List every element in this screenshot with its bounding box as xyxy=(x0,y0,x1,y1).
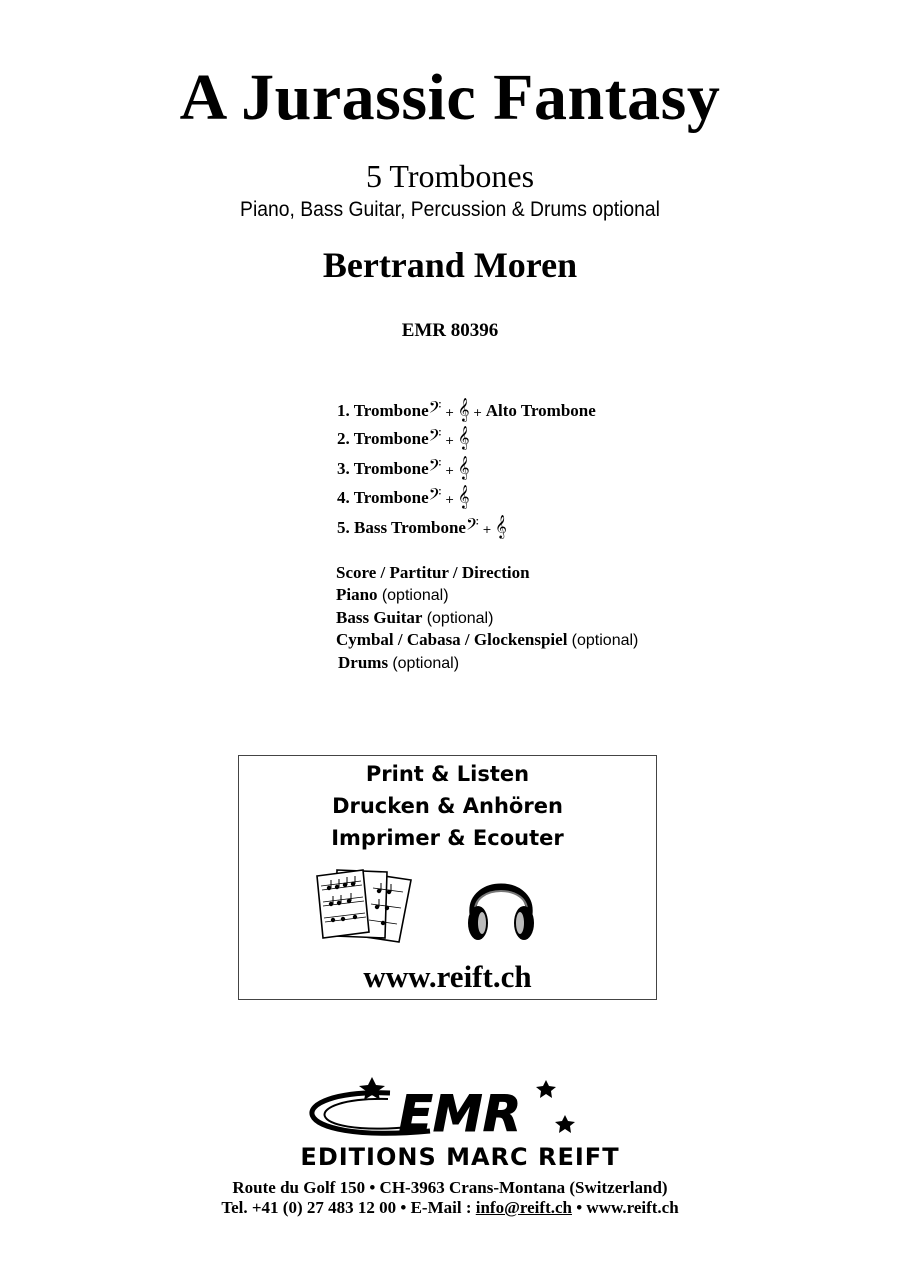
treble-clef-icon: 𝄞 xyxy=(457,484,470,508)
extra-item xyxy=(338,653,459,673)
extra-note: (optional) xyxy=(381,587,449,604)
treble-clef-icon: 𝄞 xyxy=(457,397,470,421)
part-item xyxy=(337,397,596,421)
part-label: 5. Bass Trombone xyxy=(337,518,466,537)
contact-tel: Tel. +41 (0) 27 483 12 00 • E-Mail : xyxy=(221,1198,476,1217)
publisher-logo xyxy=(240,1075,680,1171)
plus-icon: + xyxy=(441,406,458,419)
sheet-music-icon xyxy=(313,866,423,944)
plus-icon: + xyxy=(469,406,486,419)
publisher-address: Route du Golf 150 • CH-3963 Crans-Montana (Switzerland) xyxy=(232,1178,668,1197)
bass-clef-icon: 𝄢 xyxy=(465,514,479,538)
print-listen-box xyxy=(238,755,657,1000)
extra-label: Bass Guitar xyxy=(336,608,423,627)
catalog-number: EMR 80396 xyxy=(401,320,499,341)
plus-icon: + xyxy=(441,493,458,506)
part-suffix: Alto Trombone xyxy=(485,401,596,420)
part-item xyxy=(337,484,470,508)
instrumentation: 5 Trombones xyxy=(365,158,535,194)
promo-line-de: Drucken & Anhören xyxy=(332,794,563,818)
plus-icon: + xyxy=(441,434,458,447)
part-label: 2. Trombone xyxy=(337,429,429,448)
headphones-icon xyxy=(465,868,537,944)
part-label: 1. Trombone xyxy=(337,401,429,420)
plus-icon: + xyxy=(478,523,496,536)
part-item xyxy=(337,425,470,449)
bass-clef-icon: 𝄢 xyxy=(428,397,442,421)
contact-web[interactable]: • www.reift.ch xyxy=(571,1198,679,1217)
bass-clef-icon: 𝄢 xyxy=(428,425,442,449)
part-label: 4. Trombone xyxy=(337,488,429,507)
composer-name: Bertrand Moren xyxy=(322,245,578,285)
treble-clef-icon: 𝄞 xyxy=(495,514,507,538)
part-label: 3. Trombone xyxy=(337,459,429,478)
treble-clef-icon: 𝄞 xyxy=(457,425,470,449)
extra-label: Drums xyxy=(338,653,389,672)
bass-clef-icon: 𝄢 xyxy=(428,455,442,479)
part-item xyxy=(337,514,507,538)
promo-line-fr: Imprimer & Ecouter xyxy=(331,826,564,850)
part-item xyxy=(337,455,470,479)
treble-clef-icon: 𝄞 xyxy=(457,455,470,479)
extra-item xyxy=(336,630,638,650)
extra-note: (optional) xyxy=(426,610,494,627)
extra-label: Piano xyxy=(336,585,378,604)
extra-item xyxy=(336,608,493,628)
extra-note: (optional) xyxy=(571,632,639,649)
promo-url[interactable]: www.reift.ch xyxy=(363,959,532,994)
plus-icon: + xyxy=(441,464,458,477)
optional-instruments: Piano, Bass Guitar, Percussion & Drums optional xyxy=(240,198,660,221)
logo-text: EMR xyxy=(398,1085,522,1143)
promo-line-en: Print & Listen xyxy=(365,762,530,786)
extra-label: Cymbal / Cabasa / Glockenspiel xyxy=(336,630,568,649)
extra-label: Score / Partitur / Direction xyxy=(336,563,530,582)
page-title: A Jurassic Fantasy xyxy=(179,61,721,134)
extra-item xyxy=(336,585,449,605)
email-link[interactable]: info@reift.ch xyxy=(475,1198,572,1217)
bass-clef-icon: 𝄢 xyxy=(428,484,442,508)
extra-item xyxy=(336,563,530,583)
publisher-contact xyxy=(0,1198,900,1218)
extra-note: (optional) xyxy=(392,655,460,672)
publisher-name: EDITIONS MARC REIFT xyxy=(300,1143,620,1171)
